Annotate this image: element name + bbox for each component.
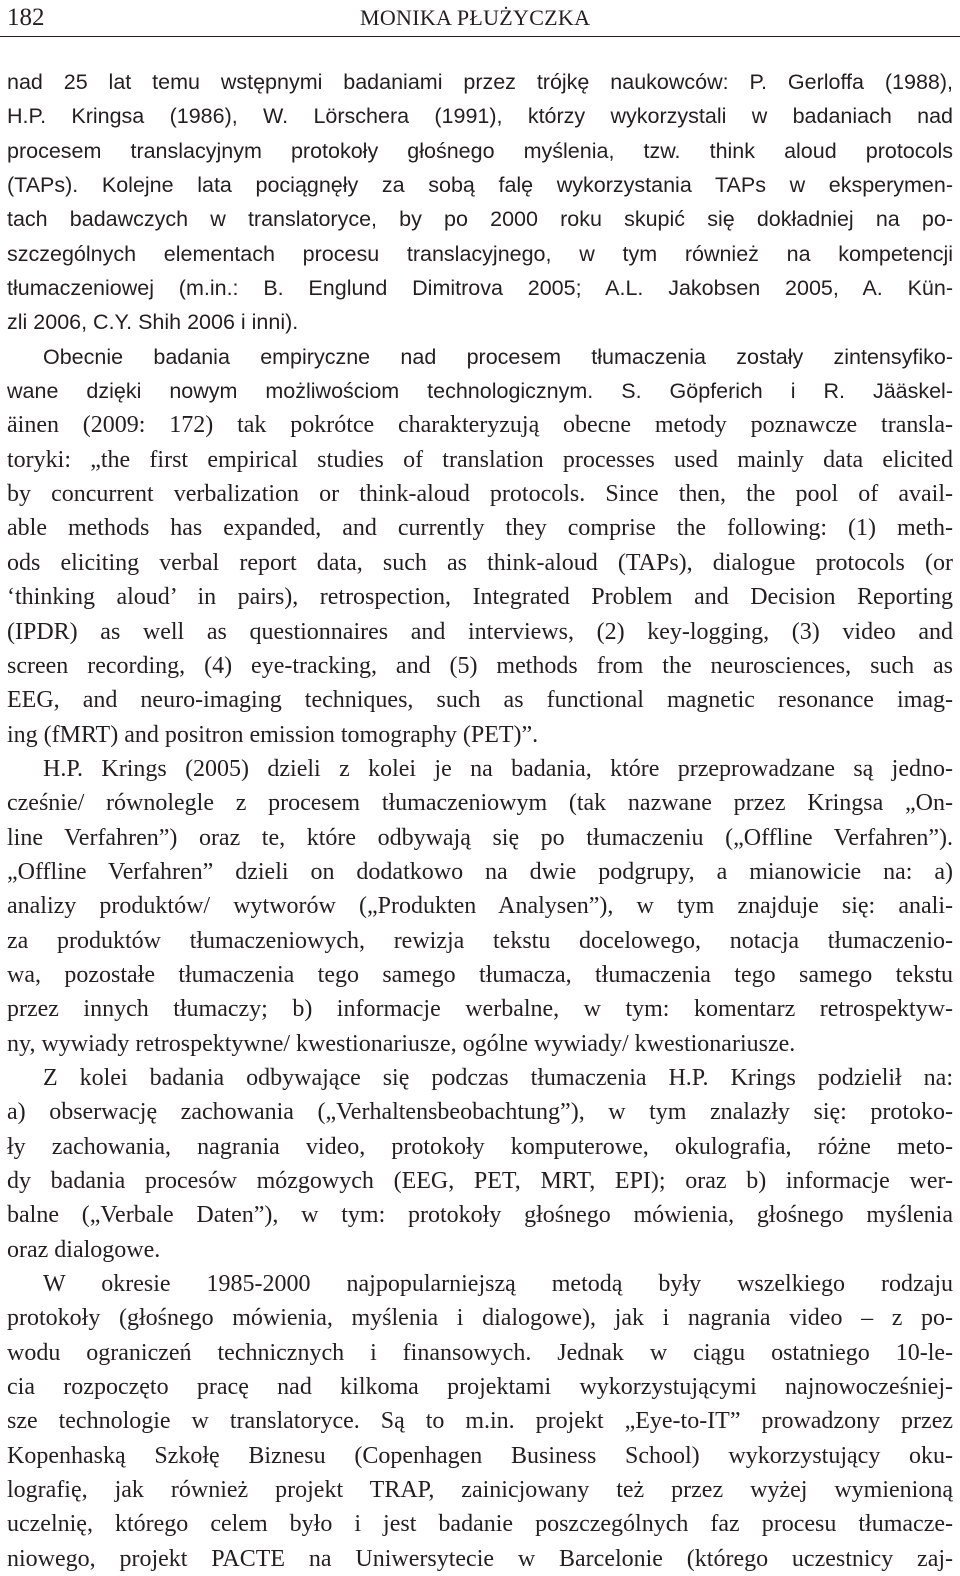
text-line: H.P. Kringsa (1986), W. Lörschera (1991), którzy wykorzystali w badaniach nad: [7, 104, 953, 129]
text-line: nad 25 lat temu wstępnymi badaniami przez trójkę naukowców: P. Gerloffa (1988),: [7, 70, 953, 94]
text-line: szczególnych elementach procesu translacyjnego, w tym również na kompetencji: [7, 241, 953, 266]
text-line: W okresie 1985-2000 najpopularniejszą metodą były wszelkiego rodzaju: [43, 1271, 953, 1298]
text-line: Obecnie badania empiryczne nad procesem tłumaczenia zostały zintensyfiko-: [43, 344, 953, 369]
text-line: line Verfahren”) oraz te, które odbywają się po tłumaczeniu („Offline Verfahren”).: [7, 824, 953, 851]
text-line: H.P. Krings (2005) dzieli z kolei je na badania, które przeprowadzane są jedno-: [43, 755, 953, 782]
text-line: Z kolei badania odbywające się podczas tłumaczenia H.P. Krings podzielił na:: [43, 1064, 953, 1091]
text-line: przez innych tłumaczy; b) informacje werbalne, w tym: komentarz retrospektyw-: [7, 996, 953, 1023]
text-line: tłumaczeniowej (m.in.: B. Englund Dimitrova 2005; A.L. Jakobsen 2005, A. Kün-: [7, 276, 953, 301]
text-line: (IPDR) as well as questionnaires and interviews, (2) key-logging, (3) video and: [7, 618, 953, 645]
text-line: ‘thinking aloud’ in pairs), retrospection, Integrated Problem and Decision Reporting: [7, 584, 953, 611]
text-line: a) obserwację zachowania („Verhaltensbeobachtung”), w tym znalazły się: protoko-: [7, 1099, 953, 1126]
text-line: sze technologie w translatoryce. Są to m.in. projekt „Eye-to-IT” prowadzony przez: [7, 1408, 953, 1435]
text-line: screen recording, (4) eye-tracking, and (5) methods from the neurosciences, such as: [7, 652, 953, 679]
text-line: able methods has expanded, and currently they comprise the following: (1) meth-: [7, 515, 953, 542]
text-line: „Offline Verfahren” dzieli on dodatkowo na dwie podgrupy, a mianowicie na: a): [7, 858, 953, 885]
text-line: zli 2006, C.Y. Shih 2006 i inni).: [7, 310, 299, 335]
header-rule: [0, 36, 960, 37]
text-line: oraz dialogowe.: [7, 1236, 161, 1263]
text-line: wane dzięki nowym możliwościom technologicznym. S. Göpferich i R. Jääskel-: [7, 379, 953, 404]
text-line: ły zachowania, nagrania video, protokoły komputerowe, okulografia, różne meto-: [7, 1133, 953, 1160]
text-line: dy badania procesów mózgowych (EEG, PET, MRT, EPI); oraz b) informacje wer-: [7, 1168, 953, 1194]
text-line: analizy produktów/ wytworów („Produkten Analysen”), w tym znajduje się: anali-: [7, 893, 953, 920]
running-head: MONIKA PŁUŻYCZKA: [360, 5, 591, 30]
body-text: [7, 65, 953, 1576]
text-line: ing (fMRT) and positron emission tomography (PET)”.: [7, 721, 539, 748]
text-line: toryki: „the first empirical studies of translation processes used mainly data elicited: [7, 446, 953, 473]
text-line: cia rozpoczęto pracę nad kilkoma projektami wykorzystującymi najnowocześniej-: [7, 1374, 953, 1401]
text-line: by concurrent verbalization or think-aloud protocols. Since then, the pool of avail-: [7, 481, 953, 508]
text-line: cześnie/ równolegle z procesem tłumaczeniowym (tak nazwane przez Kringsa „On-: [7, 790, 953, 817]
text-line: procesem translacyjnym protokoły głośnego myślenia, tzw. think aloud protocols: [7, 138, 953, 163]
text-line: wodu ograniczeń technicznych i finansowych. Jednak w ciągu ostatniego 10-le-: [7, 1339, 953, 1366]
text-line: Kopenhaską Szkołę Biznesu (Copenhagen Business School) wykorzystujący oku-: [7, 1442, 953, 1469]
text-line: wa, pozostałe tłumaczenia tego samego tłumacza, tłumaczenia tego samego tekstu: [7, 961, 953, 988]
text-line: uczelnię, którego celem było i jest badanie poszczególnych faz procesu tłumacze-: [7, 1511, 953, 1538]
text-line: ods eliciting verbal report data, such as think-aloud (TAPs), dialogue protocols (or: [7, 549, 953, 576]
text-line: balne („Verbale Daten”), w tym: protokoły głośnego mówienia, głośnego myślenia: [7, 1202, 953, 1229]
text-line: lografię, jak również projekt TRAP, zainicjowany też przez wyżej wymienioną: [7, 1477, 953, 1504]
text-line: äinen (2009: 172) tak pokrótce charakteryzują obecne metody poznawcze transla-: [7, 412, 953, 439]
text-line: ny, wywiady retrospektywne/ kwestionariusze, ogólne wywiady/ kwestionariusze.: [7, 1030, 796, 1057]
text-line: niowego, projekt PACTE na Uniwersytecie w Barcelonie (którego uczestnicy zaj-: [7, 1545, 953, 1572]
text-line: protokoły (głośnego mówienia, myślenia i dialogowe), jak i nagrania video – z po-: [7, 1305, 953, 1332]
page-number: 182: [7, 4, 45, 31]
text-line: za produktów tłumaczeniowych, rewizja tekstu docelowego, notacja tłumaczenio-: [7, 927, 953, 954]
text-line: EEG, and neuro-imaging techniques, such as functional magnetic resonance imag-: [7, 687, 953, 714]
text-line: tach badawczych w translatoryce, by po 2000 roku skupić się dokładniej na po-: [7, 207, 953, 232]
page-header: [0, 0, 960, 38]
text-line: (TAPs). Kolejne lata pociągnęły za sobą falę wykorzystania TAPs w eksperymen-: [7, 173, 953, 198]
